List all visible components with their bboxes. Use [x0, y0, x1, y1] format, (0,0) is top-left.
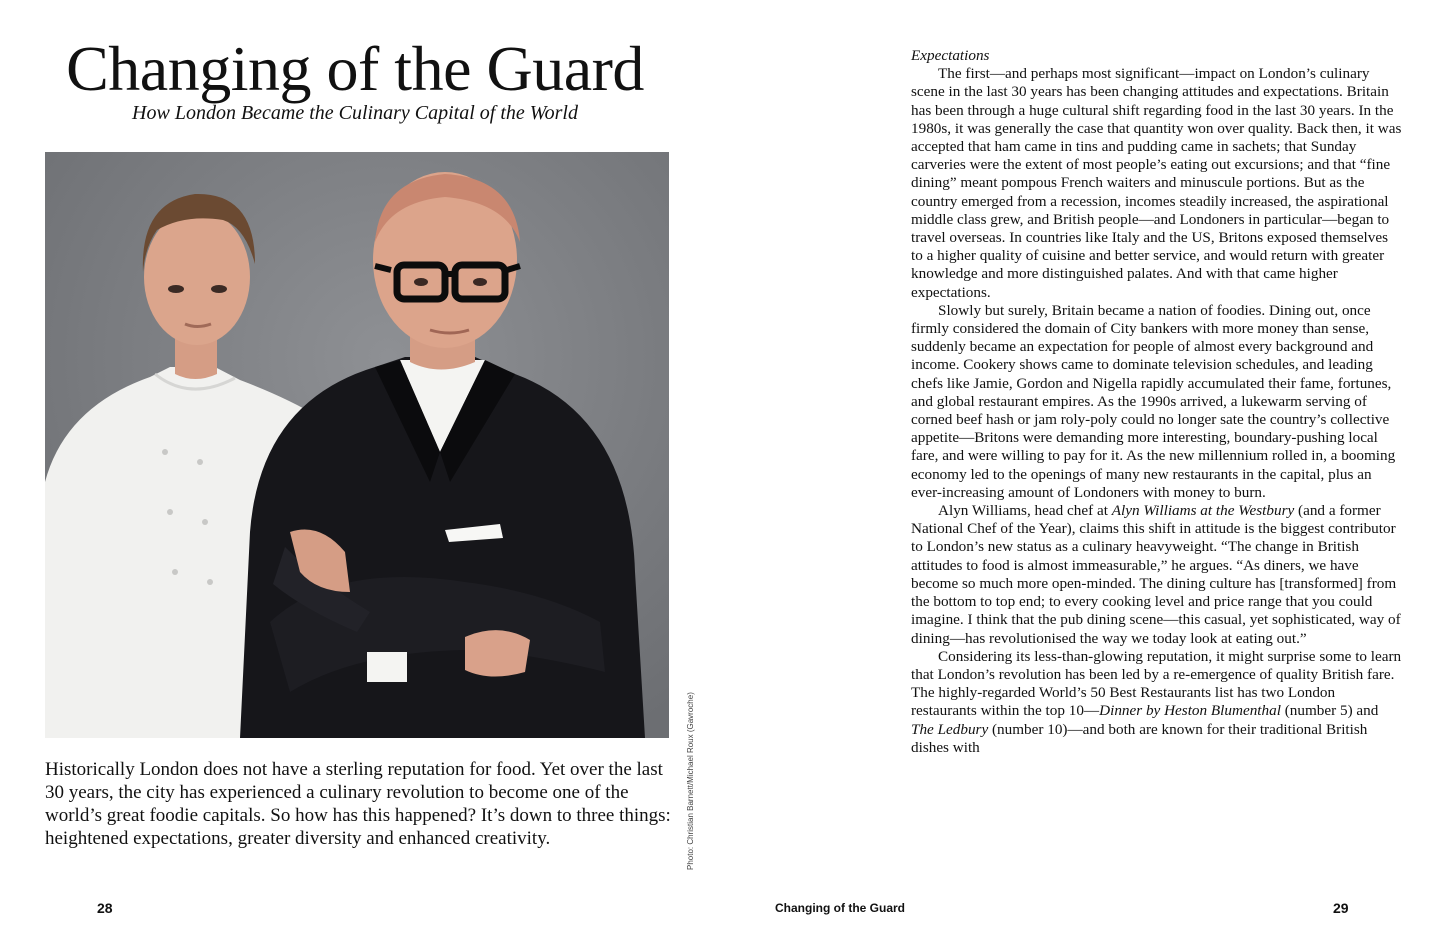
p3-text-a: Alyn Williams, head chef at [938, 502, 1112, 520]
photo-credit: Photo: Christian Barnett/Michael Roux (Gavroche) [686, 692, 695, 870]
chefs-portrait-photo [45, 152, 669, 738]
p3-text-b: (and a former National Chef of the Year), claims this shift in attitude is the biggest contributor to London’s new status as a culinary heavyweight. “The change in British attitudes to food is almost immeasurable,” he argues. “As diners, we have become so much more open-minded. The dining culture has [transformed] from the bottom to top end; to every cooking level and price range that you could imagine. I think that the pub dining scene—this casual, yet sophisticated, way of dining—has revolutionised the way we today look at eating out.” [911, 502, 1401, 647]
body-paragraph-4 [911, 648, 1403, 757]
body-column [911, 47, 1403, 757]
section-heading: Expectations [911, 47, 990, 64]
right-page-number: 29 [1333, 900, 1349, 916]
p4-text-b: (number 5) and [1280, 702, 1379, 720]
article-subtitle: How London Became the Culinary Capital of the World [132, 102, 578, 124]
running-head: Changing of the Guard [775, 901, 905, 915]
lede-paragraph [45, 758, 675, 850]
p4-text-a: Considering its less-than-glowing reputation, it might surprise some to learn that London’s revolution has been led by a re-emergence of quality British fare. The highly-regarded World’s 50 Best Restaurants list has two London restaurants within the top 10— [911, 647, 1402, 720]
portrait-illustration [45, 152, 669, 738]
body-paragraph-3 [911, 502, 1403, 648]
left-page-number: 28 [97, 900, 113, 916]
restaurant-name-dinner: Dinner by Heston Blumenthal [1099, 702, 1281, 720]
article-title: Changing of the Guard [66, 33, 644, 104]
body-paragraph-2: Slowly but surely, Britain became a nation of foodies. Dining out, once firmly considered the domain of City bankers with more money than sense, suddenly became an expectation for people of almost every background and income. Cookery shows came to dominate television schedules, and leading chefs like Jamie, Gordon and Nigella rapidly accumulated their fame, fortunes, and global restaurant empires. As the 1990s arrived, a lukewarm serving of corned beef hash or jam roly-poly could no longer sate the country’s collective appetite—Britons were demanding more interesting, boundary-pushing local fare, and were willing to pay for it. As the new millennium rolled in, a booming economy led to the openings of many new restaurants in the capital, plus an ever-increasing amount of Londoners with money to burn. [911, 301, 1396, 501]
p4-text-c: (number 10)—and both are known for their traditional British dishes with [911, 720, 1368, 756]
lede-text: Historically London does not have a sterling reputation for food. Yet over the last 30 years, the city has experienced a culinary revolution to become one of the world’s great foodie capitals. So how has this happened? It’s down to three things: heightened expectations, greater diversity and enhanced creativity. [45, 759, 671, 849]
restaurant-name-westbury: Alyn Williams at the Westbury [1111, 502, 1295, 520]
restaurant-name-ledbury: The Ledbury [911, 720, 989, 738]
body-paragraph-1: The first—and perhaps most significant—impact on London’s culinary scene in the last 30 years has been changing attitudes and expectations. Britain has been through a huge cultural shift regarding food in the last 30 years. In the 1980s, it was generally the case that quantity won over quality. Back then, it was accepted that ham came in tins and pudding came in sachets; that Sunday carveries were the extent of most people’s eating out excursions; and that “fine dining” meant pompous French waiters and minuscule portions. But as the country emerged from a recession, incomes steadily increased, the aspirational middle class grew, and British people—and Londoners in particular—began to travel overseas. In countries like Italy and the US, Britons exposed themselves to a higher quality of cuisine and better service, and would return with greater knowledge and more distinguished palates. And with that came higher expectations. [911, 65, 1402, 301]
